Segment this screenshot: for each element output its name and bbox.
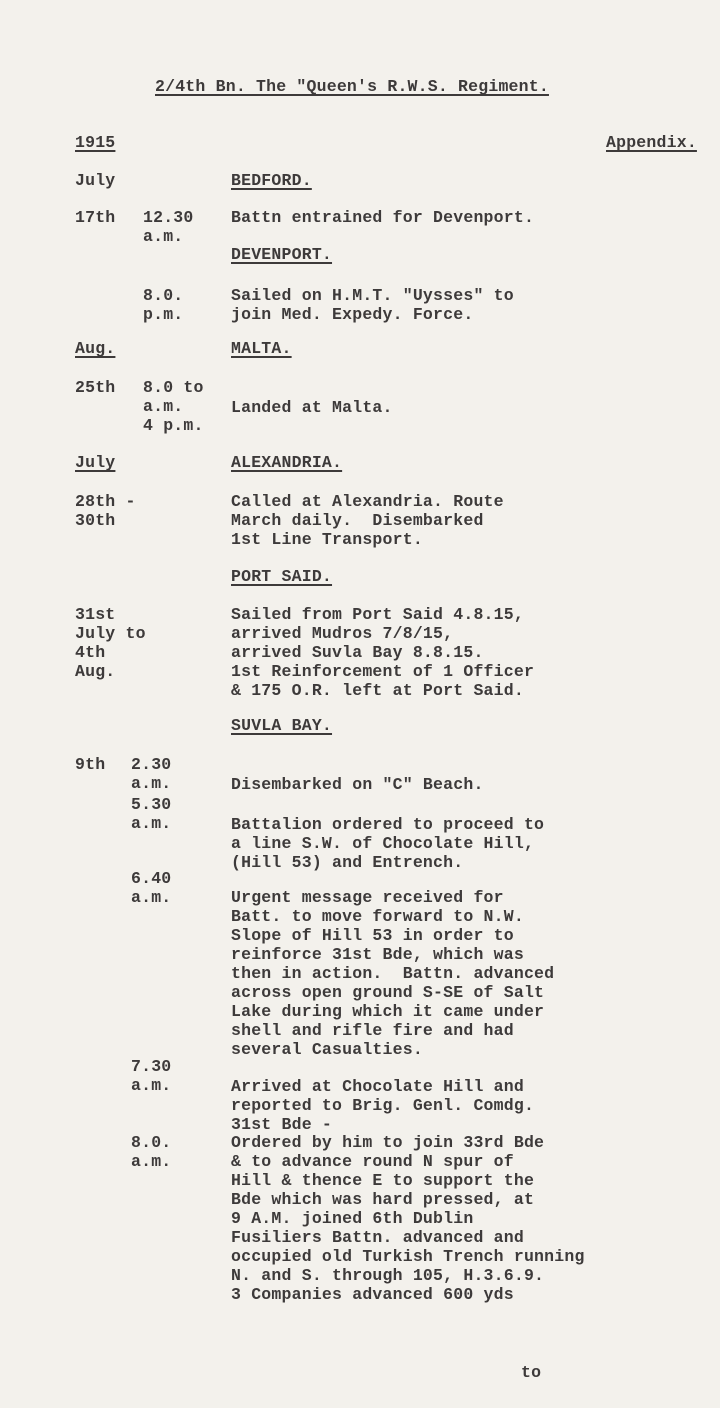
time-label: 12.30 a.m. (143, 208, 194, 246)
month-label: July (75, 171, 116, 190)
month-label: Aug. (75, 339, 116, 358)
time-label: 5.30 a.m. (131, 795, 172, 833)
entry-text: Called at Alexandria. Route March daily. Disembarked 1st Line Transport. (231, 492, 504, 549)
place-heading: SUVLA BAY. (231, 716, 333, 735)
place-heading: BEDFORD. (231, 171, 312, 190)
entry-text: Landed at Malta. (231, 398, 393, 417)
time-label: 7.30 a.m. (131, 1057, 172, 1095)
time-label: 6.40 a.m. (131, 869, 172, 907)
place-heading: MALTA. (231, 339, 292, 358)
day-label: 31st July to 4th Aug. (75, 605, 146, 681)
catchword: to (521, 1363, 542, 1382)
year-heading: 1915 (75, 133, 116, 152)
entry-text: Sailed from Port Said 4.8.15, arrived Mudros 7/8/15, arrived Suvla Bay 8.8.15. 1st Reinforcement of 1 Officer & 175 O.R. left at Port Said. (231, 605, 535, 700)
place-heading: DEVENPORT. (231, 245, 333, 264)
page-title: 2/4th Bn. The "Queen's R.W.S. Regiment. (155, 77, 549, 96)
entry-text: Disembarked on "C" Beach. (231, 775, 484, 794)
month-label: July (75, 453, 116, 472)
day-label: 28th - 30th (75, 492, 136, 530)
day-label: 25th (75, 378, 116, 397)
time-label: 8.0. a.m. (131, 1133, 172, 1171)
time-label: 8.0. p.m. (143, 286, 184, 324)
entry-text: Ordered by him to join 33rd Bde & to advance round N spur of Hill & thence E to support the Bde which was hard pressed, at 9 A.M. joined 6th Dublin Fusiliers Battn. advanced and occupied old Turkish Trench running N. and S. through 105, H.3.6.9. 3 Companies advanced 600 yds (231, 1133, 585, 1304)
entry-text: Urgent message received for Batt. to move forward to N.W. Slope of Hill 53 in order to reinforce 31st Bde, which was then in action. Battn. advanced across open ground S-SE of Salt Lake during which it came under shell and rifle fire and had several Casualties. (231, 888, 555, 1059)
day-label: 9th (75, 755, 106, 774)
place-heading: ALEXANDRIA. (231, 453, 343, 472)
entry-text: Battn entrained for Devenport. (231, 208, 535, 227)
place-heading: PORT SAID. (231, 567, 333, 586)
entry-text: Sailed on H.M.T. "Uysses" to join Med. Expedy. Force. (231, 286, 514, 324)
appendix-label: Appendix. (606, 133, 697, 152)
entry-text: Battalion ordered to proceed to a line S.W. of Chocolate Hill, (Hill 53) and Entrench. (231, 815, 545, 872)
entry-text: Arrived at Chocolate Hill and reported to Brig. Genl. Comdg. 31st Bde - (231, 1077, 535, 1134)
time-label: 8.0 to a.m. 4 p.m. (143, 378, 204, 435)
time-label: 2.30 a.m. (131, 755, 172, 793)
day-label: 17th (75, 208, 116, 227)
